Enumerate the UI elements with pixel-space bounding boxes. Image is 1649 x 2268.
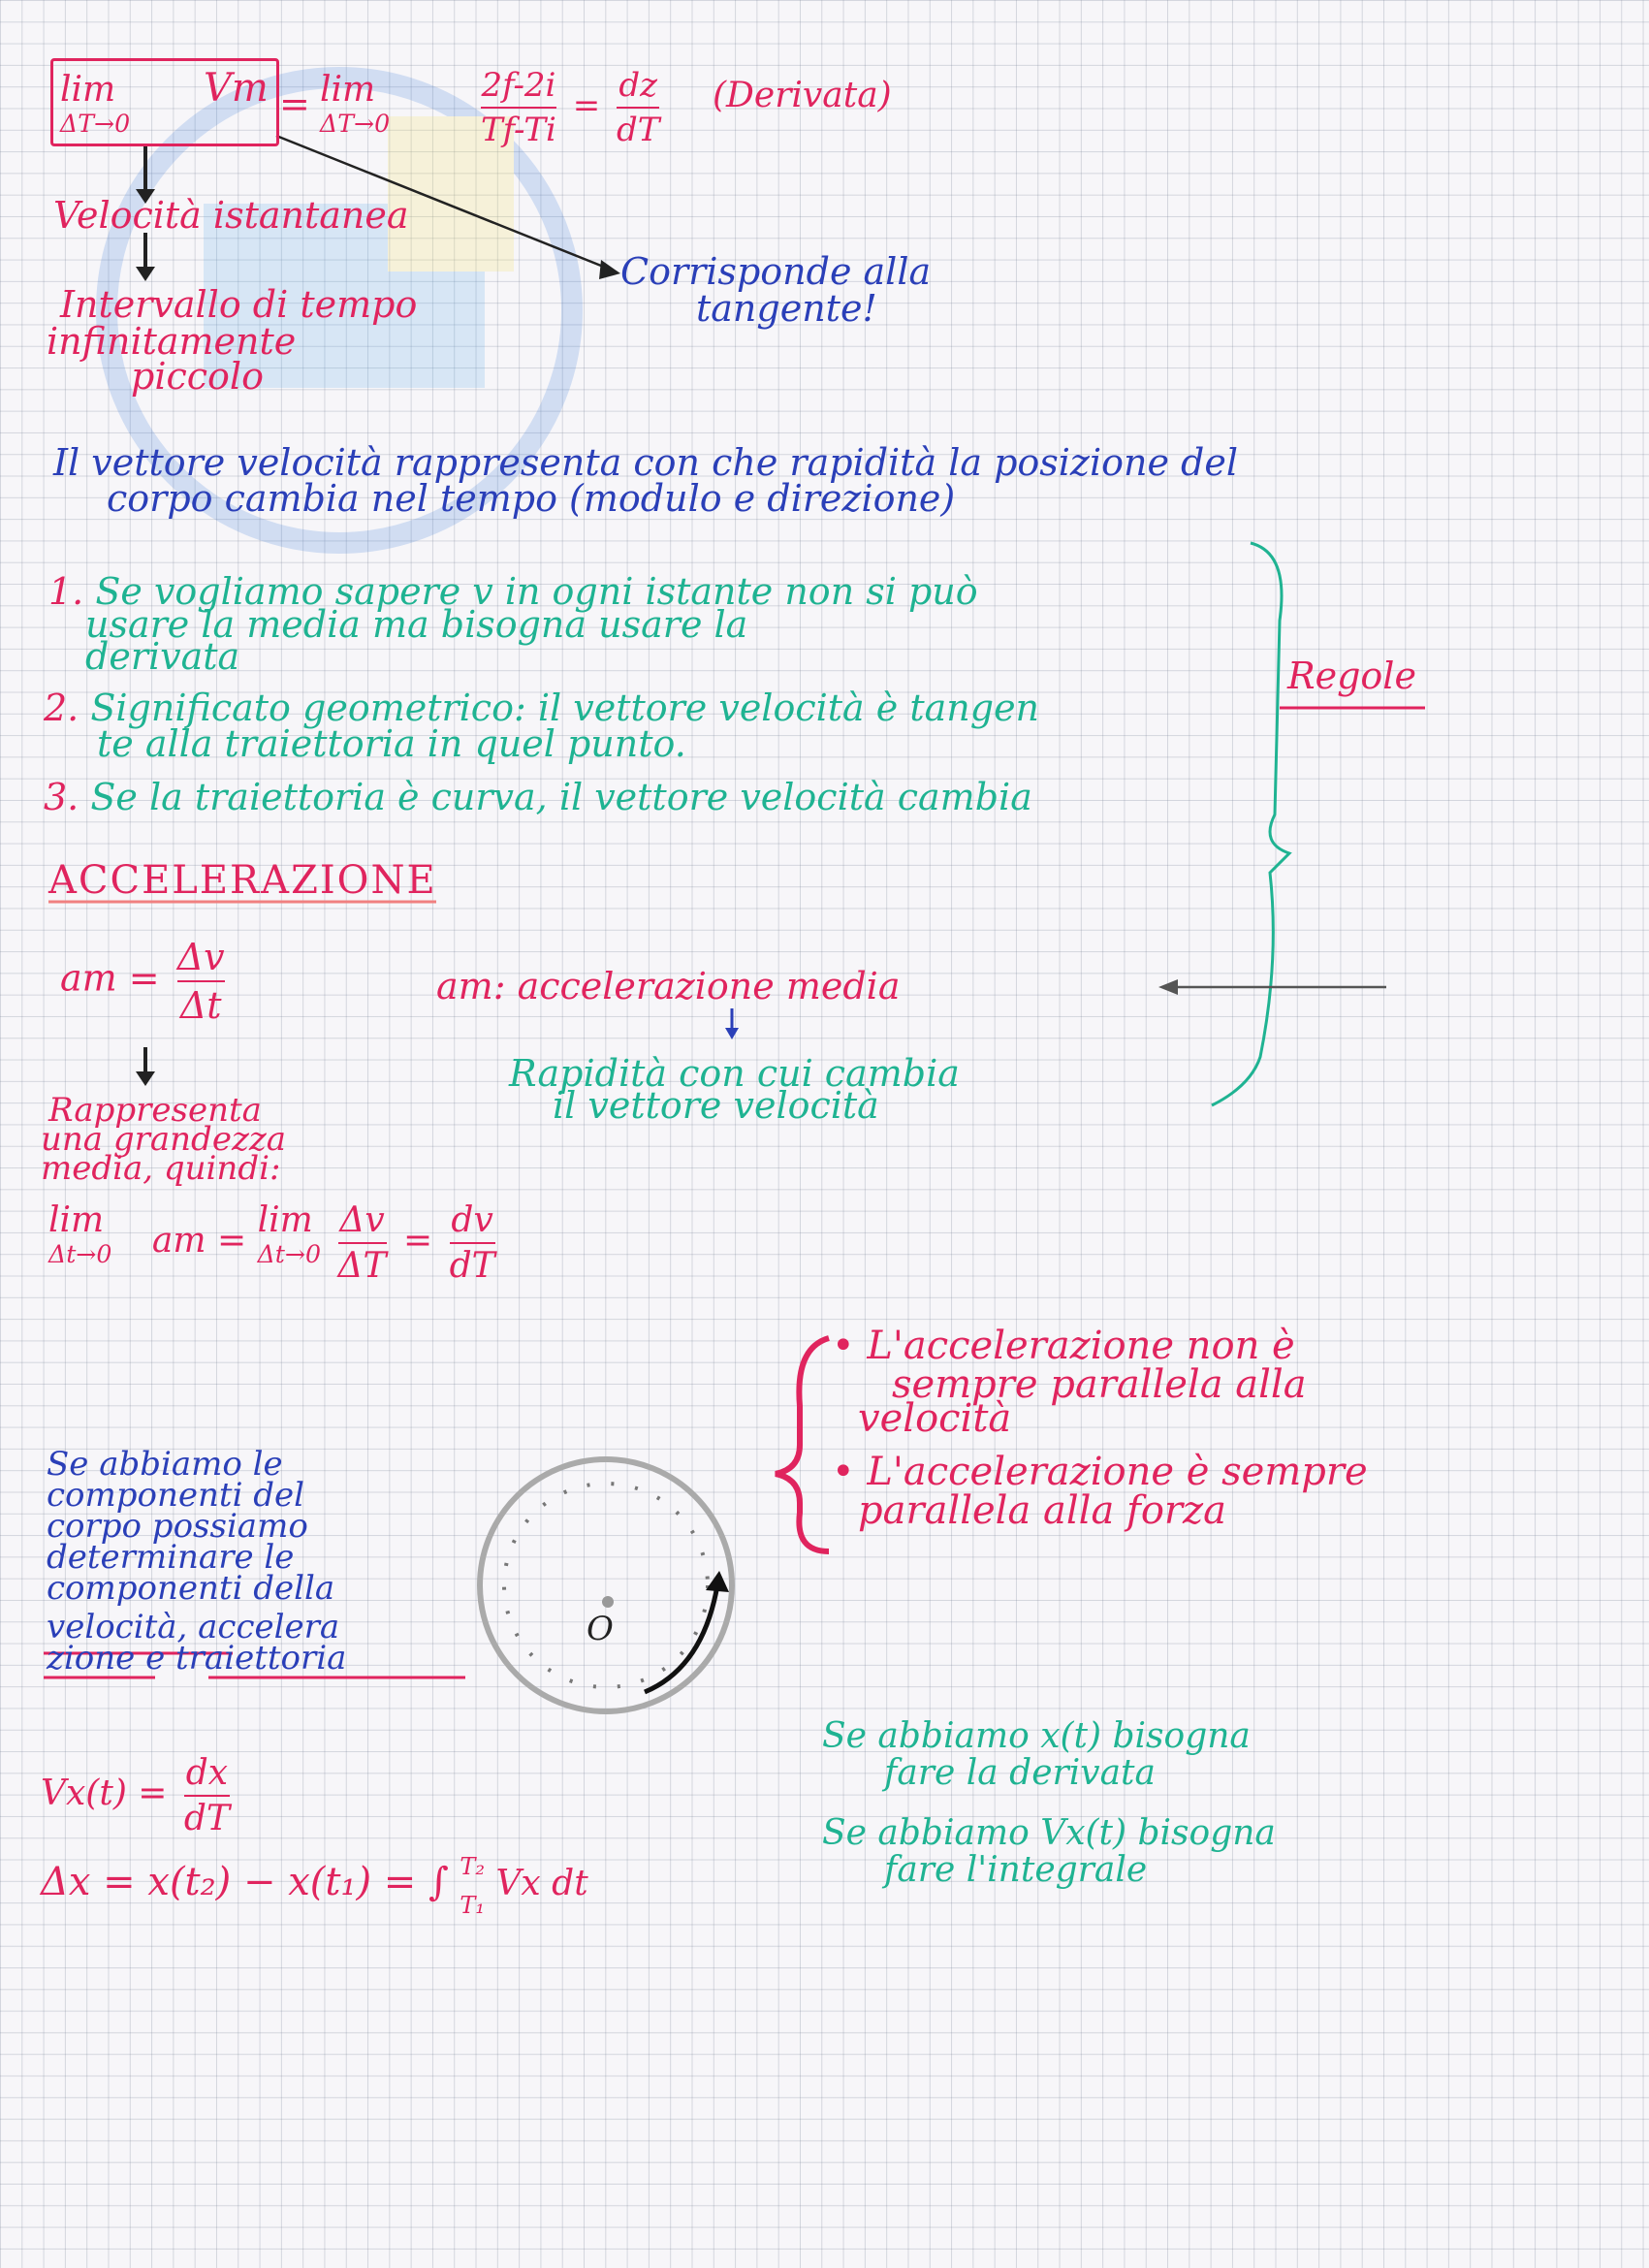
acc-eq2: = <box>216 1221 247 1261</box>
acceleration-heading: ACCELERAZIONE <box>48 858 437 903</box>
rappresenta-line2: una grandezza <box>41 1120 287 1159</box>
rule-3 <box>44 776 1032 818</box>
acc-lim2-sub: Δt→0 <box>257 1240 322 1268</box>
circle-label: O <box>587 1610 614 1648</box>
frac-den: Tf-Ti <box>481 111 556 149</box>
acc-d-den: dT <box>449 1246 495 1286</box>
rule-1-line1: Se vogliamo sapere v in ogni istante non si può <box>95 570 978 613</box>
vettore-line2: corpo cambia nel tempo (modulo e direzione) <box>107 477 956 520</box>
vx-den: dT <box>183 1799 230 1838</box>
rule-1-line3: derivata <box>85 635 240 678</box>
vx-formula-text: Vx(t) = <box>41 1773 168 1813</box>
vx-formula <box>41 1753 236 1838</box>
lim-sub: ΔT→0 <box>60 110 131 138</box>
am-definition: am: accelerazione media <box>436 965 901 1007</box>
note-v-line1: Se abbiamo Vx(t) bisogna <box>822 1813 1276 1853</box>
dx-formula <box>41 1847 588 1925</box>
rule-3-line1: Se la traiettoria è curva, il vettore velocità cambia <box>90 776 1032 818</box>
intervallo-line3: piccolo <box>131 355 264 398</box>
rappresenta-line1: Rappresenta <box>48 1091 262 1130</box>
intervallo-line1: Intervallo di tempo <box>60 283 418 326</box>
rules-brace <box>1212 543 1289 1105</box>
derivata-note: (Derivata) <box>713 76 892 115</box>
note-v-line2: fare l'integrale <box>884 1850 1148 1890</box>
vettore-line1: Il vettore velocità rappresenta con che rapidità la posizione del <box>53 441 1238 484</box>
rule-1-line2: usare la media ma bisogna usare la <box>85 603 748 646</box>
deriv-den: dT <box>617 111 660 149</box>
acc-am2: am <box>151 1221 206 1261</box>
note2-text: L'accelerazione è sempre <box>867 1450 1368 1494</box>
rapidita-line2: il vettore velocità <box>553 1084 879 1127</box>
note2-line2: parallela alla forza <box>858 1488 1226 1533</box>
am-frac-num: Δv <box>176 936 225 978</box>
regole-label: Regole <box>1287 655 1416 697</box>
comp-line4: determinare le <box>47 1538 295 1577</box>
acc-lim-sub: Δt→0 <box>48 1240 112 1268</box>
velocity-limit-left <box>60 70 130 138</box>
velocity-fraction: $\frac{2f-2i}{Tf-Ti}$ = $\frac{dz}{dT}$ <box>481 66 660 149</box>
deriv-num: dz <box>618 66 658 105</box>
comp-line7: zione e traiettoria <box>47 1639 347 1677</box>
dx-formula-text: Δx = x(t₂) − x(t₁) = ∫ <box>41 1860 449 1904</box>
rule-2-line2: te alla traiettoria in quel punto. <box>97 722 686 765</box>
notes-brace <box>776 1338 829 1551</box>
comp-line1: Se abbiamo le <box>47 1445 283 1484</box>
vx-num: dx <box>185 1753 229 1793</box>
note1-line2: sempre parallela alla <box>892 1362 1307 1407</box>
circle-dots <box>504 1484 708 1687</box>
acc-f2-den: ΔT <box>337 1246 387 1286</box>
circle-diagram <box>480 1459 732 1711</box>
acc-eq3: = <box>402 1221 433 1261</box>
am-symbol: am <box>60 956 117 1000</box>
int-lower: T₁ <box>460 1892 485 1919</box>
frac-num: 2f-2i <box>481 66 556 105</box>
corrisponde-line2: tangente! <box>696 287 877 330</box>
note2-line1: • L'accelerazione è sempre <box>832 1450 1368 1494</box>
rappresenta-line3: media, quindi: <box>41 1149 281 1188</box>
velocity-eq: = <box>279 82 310 125</box>
note-x-line2: fare la derivata <box>884 1753 1156 1793</box>
lim-text: lim <box>60 70 116 110</box>
comp-line3: corpo possiamo <box>47 1507 308 1546</box>
acc-lim2: lim <box>257 1200 313 1240</box>
note-x-line1: Se abbiamo x(t) bisogna <box>822 1716 1251 1756</box>
rule-2-line1: Significato geometrico: il vettore velocità è tangen <box>90 687 1040 729</box>
am-frac-den: Δt <box>179 984 222 1027</box>
comp-line6: velocità, accelera <box>47 1608 340 1646</box>
comp-line2: componenti del <box>47 1476 305 1515</box>
acc-f2-num: Δv <box>339 1200 385 1240</box>
acc-lim: lim <box>48 1200 105 1240</box>
am-eq: = <box>128 956 160 1000</box>
rule-1-num: 1. <box>48 570 84 613</box>
int-body: Vx dt <box>495 1864 588 1903</box>
vm-symbol: Vm <box>204 66 269 111</box>
rule-3-num: 3. <box>44 776 79 818</box>
velocita-istantanea: Velocità istantanea <box>53 194 409 237</box>
corrisponde-line1: Corrisponde alla <box>620 250 932 293</box>
am-limit-formula <box>48 1200 501 1286</box>
int-upper: T₂ <box>460 1853 485 1880</box>
note1-text: L'accelerazione non è <box>867 1324 1295 1368</box>
note1-line1: • L'accelerazione non è <box>832 1324 1295 1368</box>
lim-right-text: lim <box>320 70 376 110</box>
rule-2-num: 2. <box>44 687 79 729</box>
rapidita-line1: Rapidità con cui cambia <box>509 1052 960 1095</box>
circle-arrow <box>645 1585 717 1692</box>
lim-right-sub: ΔT→0 <box>320 110 391 138</box>
am-formula <box>60 936 231 1027</box>
comp-line5: componenti della <box>47 1569 335 1608</box>
circle-center-dot <box>602 1596 614 1608</box>
intervallo-line2: infinitamente <box>47 320 297 363</box>
acc-d-num: dv <box>451 1200 493 1240</box>
note1-line3: velocità <box>858 1396 1012 1441</box>
velocity-limit-right <box>320 70 390 138</box>
